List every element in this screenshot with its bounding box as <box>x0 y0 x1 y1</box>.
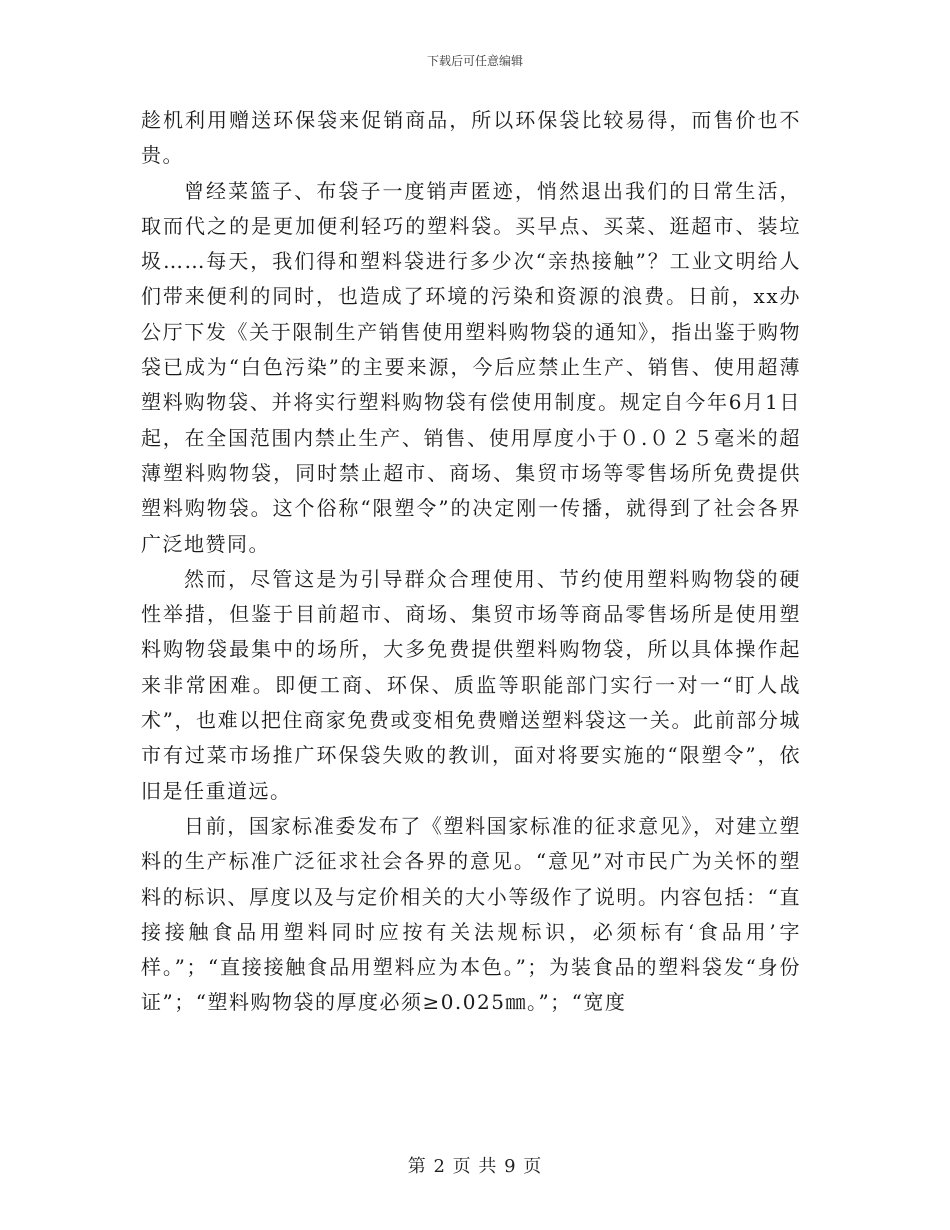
document-body <box>141 103 801 1021</box>
paragraph: 曾经菜篮子、布袋子一度销声匿迹，悄然退出我们的日常生活，取而代之的是更加便利轻巧的塑料袋。买早点、买菜、逛超市、装垃圾……每天，我们得和塑料袋进行多少次“亲热接触”？工业文明给人们带来便利的同时，也造成了环境的污染和资源的浪费。日前，xx办公厅下发《关于限制生产销售使用塑料购物袋的通知》，指出鉴于购物袋已成为“白色污染”的主要来源，今后应禁止生产、销售、使用超薄塑料购物袋、并将实行塑料购物袋有偿使用制度。规定自今年6月1日起，在全国范围内禁止生产、销售、使用厚度小于０.０２５毫米的超薄塑料购物袋，同时禁止超市、商场、集贸市场等零售场所免费提供塑料购物袋。这个俗称“限塑令”的决定刚一传播，就得到了社会各界广泛地赞同。 <box>141 178 801 556</box>
page-number-footer: 第 2 页 共 9 页 <box>407 1156 543 1177</box>
paragraph-continuation: 趁机利用赠送环保袋来促销商品，所以环保袋比较易得，而售价也不贵。 <box>141 108 801 168</box>
paragraph: 然而，尽管这是为引导群众合理使用、节约使用塑料购物袋的硬性举措，但鉴于目前超市、商场、集贸市场等商品零售场所是使用塑料购物袋最集中的场所，大多免费提供塑料购物袋，所以具体操作起来非常困难。即便工商、环保、质监等职能部门实行一对一“盯人战术”，也难以把住商家免费或变相免费赠送塑料袋这一关。此前部分城市有过菜市场推广环保袋失败的教训，面对将要实施的“限塑令”，依旧是任重道远。 <box>141 566 801 803</box>
page-header: 下载后可任意编辑 <box>426 54 523 68</box>
paragraph: 日前，国家标准委发布了《塑料国家标准的征求意见》，对建立塑料的生产标准广泛征求社会各界的意见。“意见”对市民广为关怀的塑料的标识、厚度以及与定价相关的大小等级作了说明。内容包括：“直接接触食品用塑料同时应按有关法规标识，必须标有‘食品用’字样。”；“直接接触食品用塑料应为本色。”；为装食品的塑料袋发“身份证”；“塑料购物袋的厚度必须≥0.025㎜。”；“宽度 <box>141 813 801 1015</box>
